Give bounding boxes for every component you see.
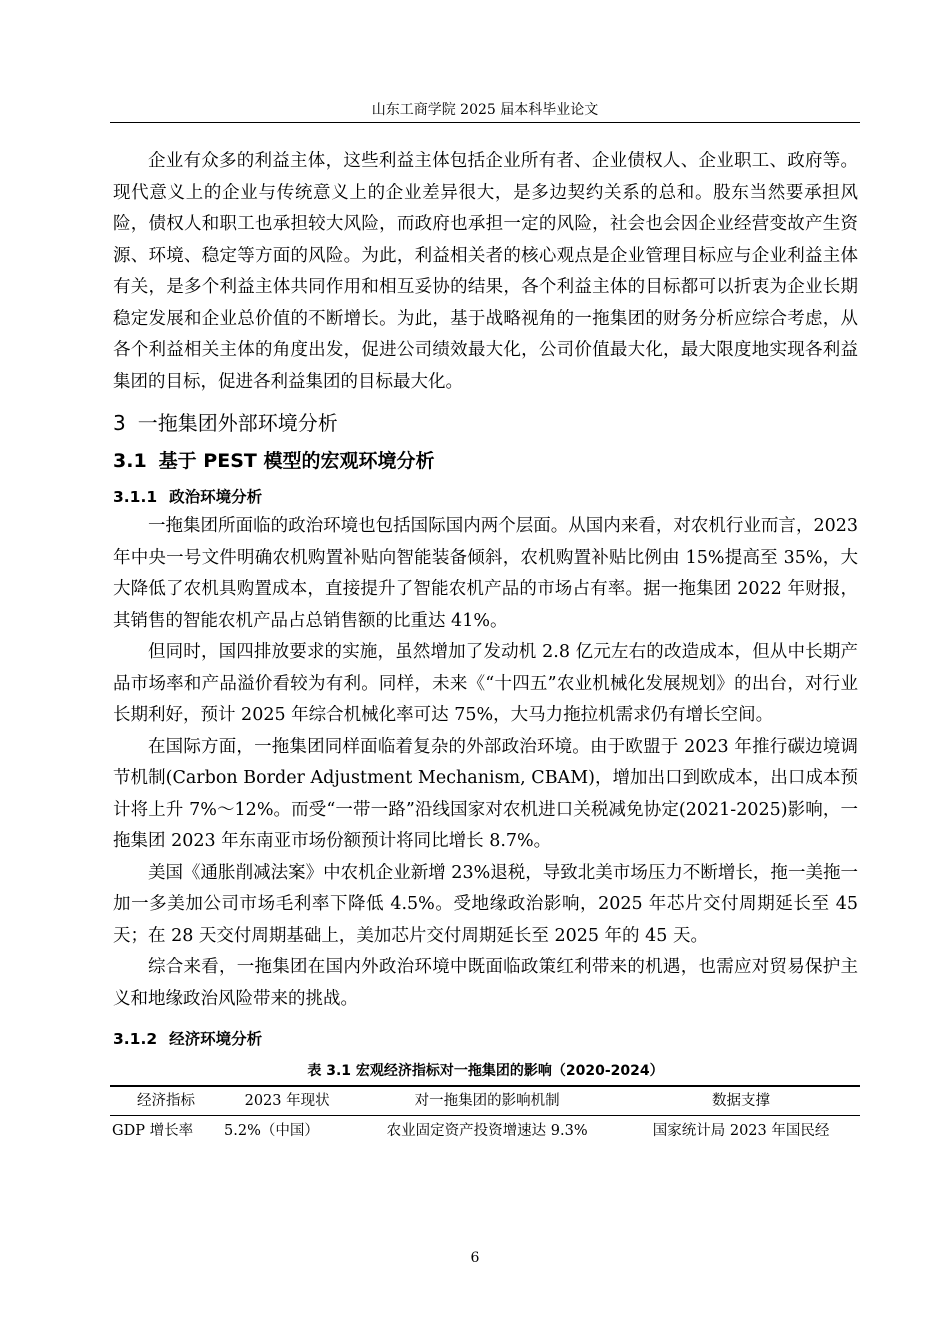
- column-header: 对一拖集团的影响机制: [352, 1086, 622, 1116]
- subsection-number: 3.1.1: [113, 488, 158, 506]
- page-number: 6: [470, 1250, 480, 1266]
- subsection-number: 3.1.2: [113, 1030, 158, 1048]
- chapter-number: 3: [113, 411, 126, 435]
- running-header: 山东工商学院 2025 届本科毕业论文: [371, 102, 599, 118]
- subsection-heading-political: [113, 485, 858, 509]
- political-paragraph-5: 综合来看，一拖集团在国内外政治环境中既面临政策红利带来的机遇，也需应对贸易保护主义和地缘政治风险带来的挑战。: [113, 957, 858, 1009]
- political-paragraph-3: 在国际方面，一拖集团同样面临着复杂的外部政治环境。由于欧盟于 2023 年推行碳边境调节机制(Carbon Border Adjustment Mechanism, CBAM)，增加出口到欧成本，出口成本预计将上升 7%～12%。而受“一带一路”沿线国家对农机进口关税减免协定(2021-2025)影响，一拖集团 2023 年东南亚市场份额预计将同比增长 8.7%。: [113, 736, 858, 851]
- header-divider: [110, 122, 860, 123]
- page-body: [113, 146, 858, 1146]
- political-paragraph-2: 但同时，国四排放要求的实施，虽然增加了发动机 2.8 亿元左右的改造成本，但从中长期产品市场率和产品溢价看较为有利。同样，未来《“十四五”农业机械化发展规划》的出台，对行业长期利好，预计 2025 年综合机械化率可达 75%，大马力拖拉机需求仍有增长空间。: [113, 642, 858, 725]
- chapter-title: 一拖集团外部环境分析: [137, 411, 338, 435]
- table-cell: 农业固定资产投资增速达 9.3%: [386, 1123, 588, 1139]
- political-paragraph-1: 一拖集团所面临的政治环境也包括国际国内两个层面。从国内来看，对农机行业而言，2023 年中央一号文件明确农机购置补贴向智能装备倾斜，农机购置补贴比例由 15%提高至 35%，大大降低了农机具购置成本，直接提升了智能农机产品的市场占有率。据一拖集团 2022 年财报，其销售的智能农机产品占总销售额的比重达 41%。: [113, 516, 858, 631]
- macro-indicator-table: [110, 1085, 860, 1146]
- column-header: 2023 年现状: [222, 1086, 352, 1116]
- table-cell: 5.2%（中国）: [224, 1123, 319, 1139]
- section-number: 3.1: [113, 450, 147, 472]
- table-caption: 表 3.1 宏观经济指标对一拖集团的影响（2020-2024）: [307, 1063, 664, 1079]
- section-title: 基于 PEST 模型的宏观环境分析: [158, 450, 435, 472]
- subsection-heading-economic: [113, 1027, 858, 1051]
- subsection-title: 经济环境分析: [169, 1030, 263, 1048]
- table-row: [110, 1116, 860, 1147]
- intro-paragraph: 企业有众多的利益主体，这些利益主体包括企业所有者、企业债权人、企业职工、政府等。现代意义上的企业与传统意义上的企业差异很大，是多边契约关系的总和。股东当然要承担风险，债权人和职工也承担较大风险，而政府也承担一定的风险，社会也会因企业经营变故产生资源、环境、稳定等方面的风险。为此，利益相关者的核心观点是企业管理目标应与企业利益主体有关，是多个利益主体共同作用和相互妥协的结果，各个利益主体的目标都可以折衷为企业长期稳定发展和企业总价值的不断增长。为此，基于战略视角的一拖集团的财务分析应综合考虑，从各个利益相关主体的角度出发，促进公司绩效最大化，公司价值最大化，最大限度地实现各利益集团的目标，促进各利益集团的目标最大化。: [113, 151, 858, 392]
- table-cell: 国家统计局 2023 年国民经: [652, 1123, 830, 1139]
- political-paragraph-4: 美国《通胀削减法案》中农机企业新增 23%退税，导致北美市场压力不断增长，拖一美拖一加一多美加公司市场毛利率下降低 4.5%。受地缘政治影响，2025 年芯片交付周期延长至 45 天；在 28 天交付周期基础上，美加芯片交付周期延长至 2025 年的 45 天。: [113, 862, 858, 946]
- column-header: 数据支撑: [622, 1086, 860, 1116]
- column-header: 经济指标: [110, 1086, 222, 1116]
- table-cell: GDP 增长率: [112, 1123, 194, 1139]
- subsection-title: 政治环境分析: [169, 488, 263, 506]
- chapter-heading: [113, 409, 858, 437]
- section-heading: [113, 447, 858, 475]
- table-header-row: [110, 1086, 860, 1116]
